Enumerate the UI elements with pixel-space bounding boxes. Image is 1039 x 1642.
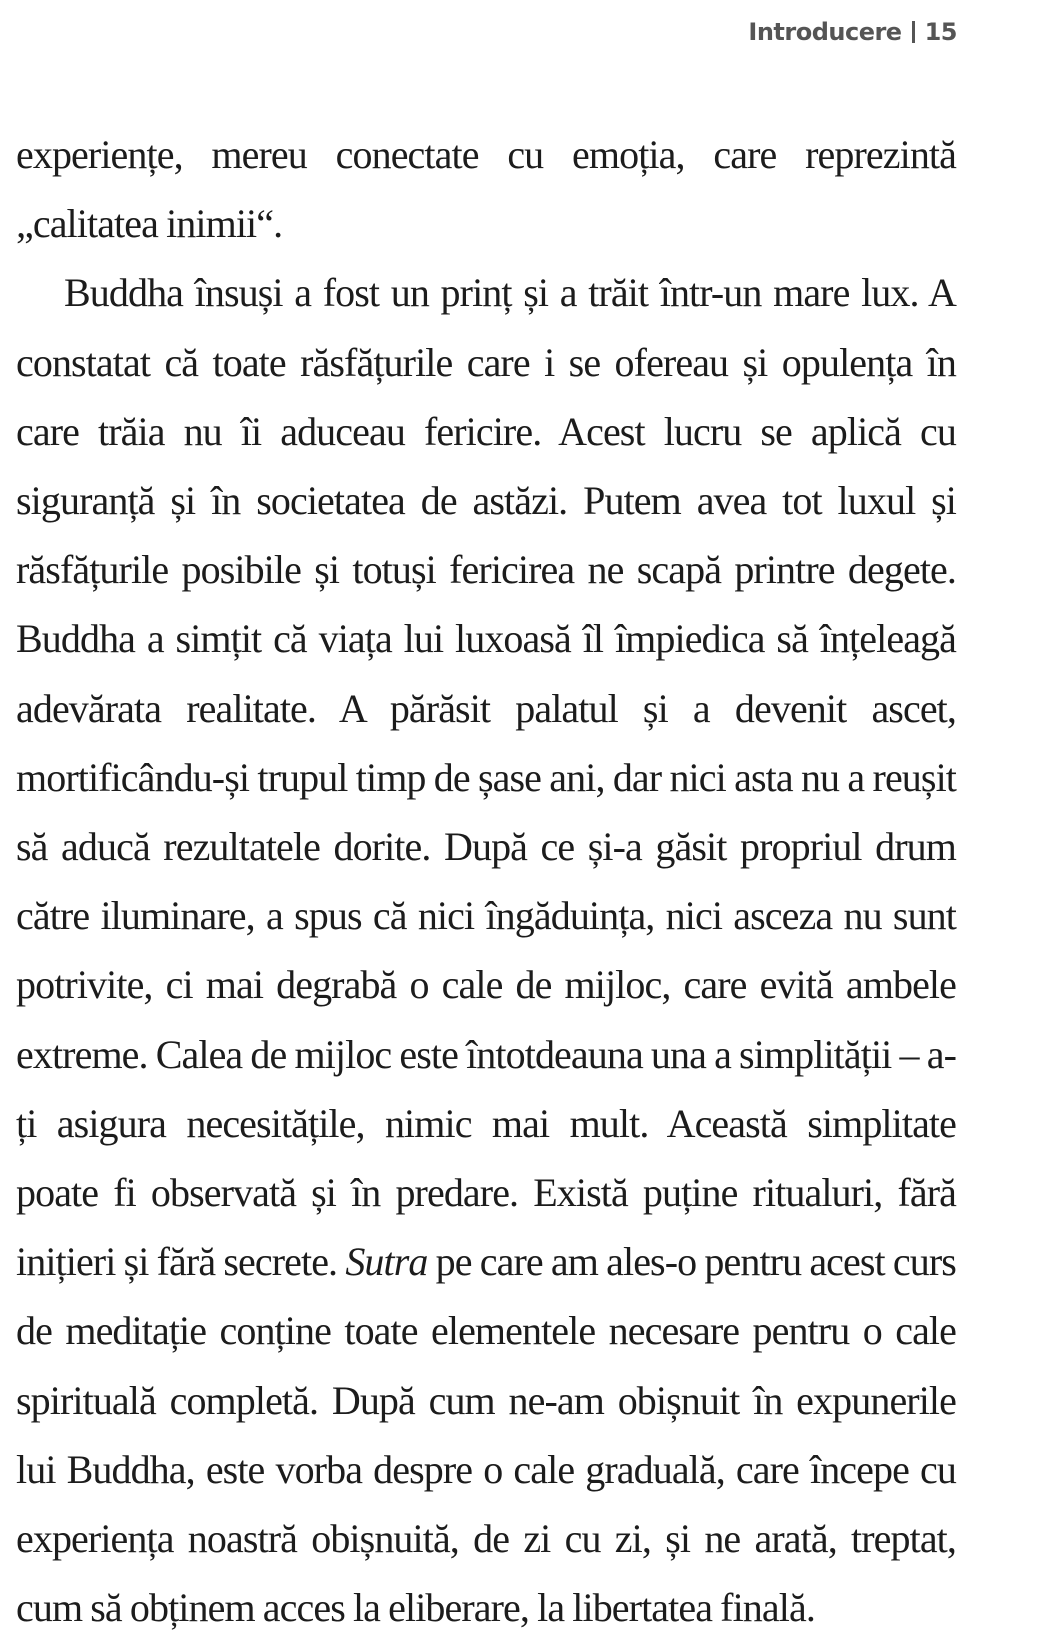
running-head xyxy=(748,18,957,46)
body-text xyxy=(16,120,956,1642)
section-title: Introducere xyxy=(748,18,902,46)
italic-term-sutra: Sutra xyxy=(345,1239,428,1285)
paragraph-2 xyxy=(16,258,956,1642)
paragraph-2-part-1: Buddha însuși a fost un prinț și a trăit într-un mare lux. A constatat că toate răsfățurile care i se ofereau și opulența în care trăia nu îi aduceau fericire. Acest lucru se aplică cu siguranță și în societatea de astăzi. Putem avea tot luxul și răsfățurile posibile și totuși fericirea ne scapă printre degete. Buddha a simțit că viața lui luxoasă îl împiedica să înțeleagă adevărata realitate. A părăsit palatul și a devenit ascet, mortificându-și trupul timp de șase ani, dar nici asta nu a reușit să aducă rezultatele dorite. După ce și-a găsit propriul drum către iluminare, a spus că nici îngăduința, nici asceza nu sunt potrivite, ci mai degrabă o cale de mijloc, care evită ambele extreme. Calea de mijloc este întotdeauna una a simplității – a-ți asigura necesitățile, nimic mai mult. Această simplitate poate fi observată și în predare. Există puține ritualuri, fără inițieri și fără secrete. xyxy=(16,270,956,1285)
paragraph-1: experiențe, mereu conectate cu emoția, care reprezintă „calitatea inimii“. xyxy=(16,132,956,247)
paragraph-2-part-2: pe care am ales-o pentru acest curs de meditație conține toate elementele necesare pentru o cale spirituală completă. După cum ne-am obișnuit în expunerile lui Buddha, este vorba despre o cale graduală, care începe cu experiența noastră obișnuită, de zi cu zi, și ne arată, treptat, cum să obținem acces la eliberare, la libertatea finală. xyxy=(16,1239,956,1631)
header-separator xyxy=(912,21,915,43)
page-number: 15 xyxy=(924,18,957,46)
